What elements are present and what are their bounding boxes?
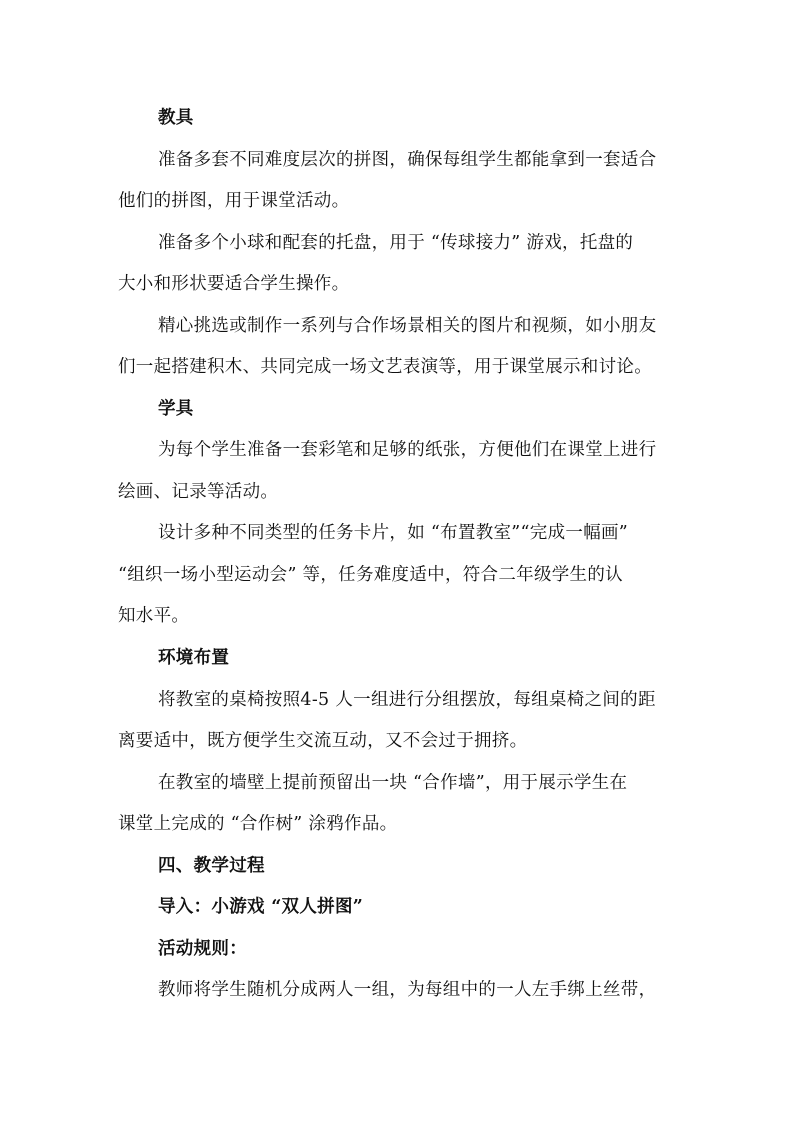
paragraph-line: 为每个学生准备一套彩笔和足够的纸张，方便他们在课堂上进行 (158, 440, 657, 460)
paragraph-line: 大小和形状要适合学生操作。 (118, 274, 350, 294)
paragraph-line: 准备多套不同难度层次的拼图，确保每组学生都能拿到一套适合 (158, 150, 657, 170)
section-heading-environment: 环境布置 (158, 648, 230, 668)
section-heading-teaching-process: 四、教学过程 (158, 856, 265, 876)
paragraph-line: 将教室的桌椅按照4-5 人一组进行分组摆放，每组桌椅之间的距 (158, 690, 656, 710)
paragraph-line: 离要适中，既方便学生交流互动，又不会过于拥挤。 (118, 731, 528, 751)
paragraph-line: 知水平。 (118, 606, 190, 626)
paragraph-line: 设计多种不同类型的任务卡片，如 “布置教室”“完成一幅画” (158, 523, 629, 543)
paragraph-line: 课堂上完成的 “合作树” 涂鸦作品。 (118, 814, 398, 834)
subheading-activity-rules: 活动规则： (158, 939, 247, 959)
paragraph-line: 绘画、记录等活动。 (118, 482, 279, 502)
paragraph-line: “组织一场小型运动会” 等，任务难度适中，符合二年级学生的认 (118, 565, 623, 585)
paragraph-line: 在教室的墙壁上提前预留出一块 “合作墙”，用于展示学生在 (158, 773, 628, 793)
section-heading-teaching-aids: 教具 (158, 108, 194, 128)
subheading-introduction: 导入：小游戏 “双人拼图” (158, 897, 364, 917)
paragraph-line: 们一起搭建积木、共同完成一场文艺表演等，用于课堂展示和讨论。 (118, 357, 652, 377)
section-heading-learning-tools: 学具 (158, 399, 194, 419)
paragraph-line: 他们的拼图，用于课堂活动。 (118, 191, 350, 211)
paragraph-line: 精心挑选或制作一系列与合作场景相关的图片和视频，如小朋友 (158, 316, 657, 336)
paragraph-line: 准备多个小球和配套的托盘，用于 “传球接力” 游戏，托盘的 (158, 233, 634, 253)
paragraph-line: 教师将学生随机分成两人一组，为每组中的一人左手绑上丝带， (158, 980, 657, 1000)
